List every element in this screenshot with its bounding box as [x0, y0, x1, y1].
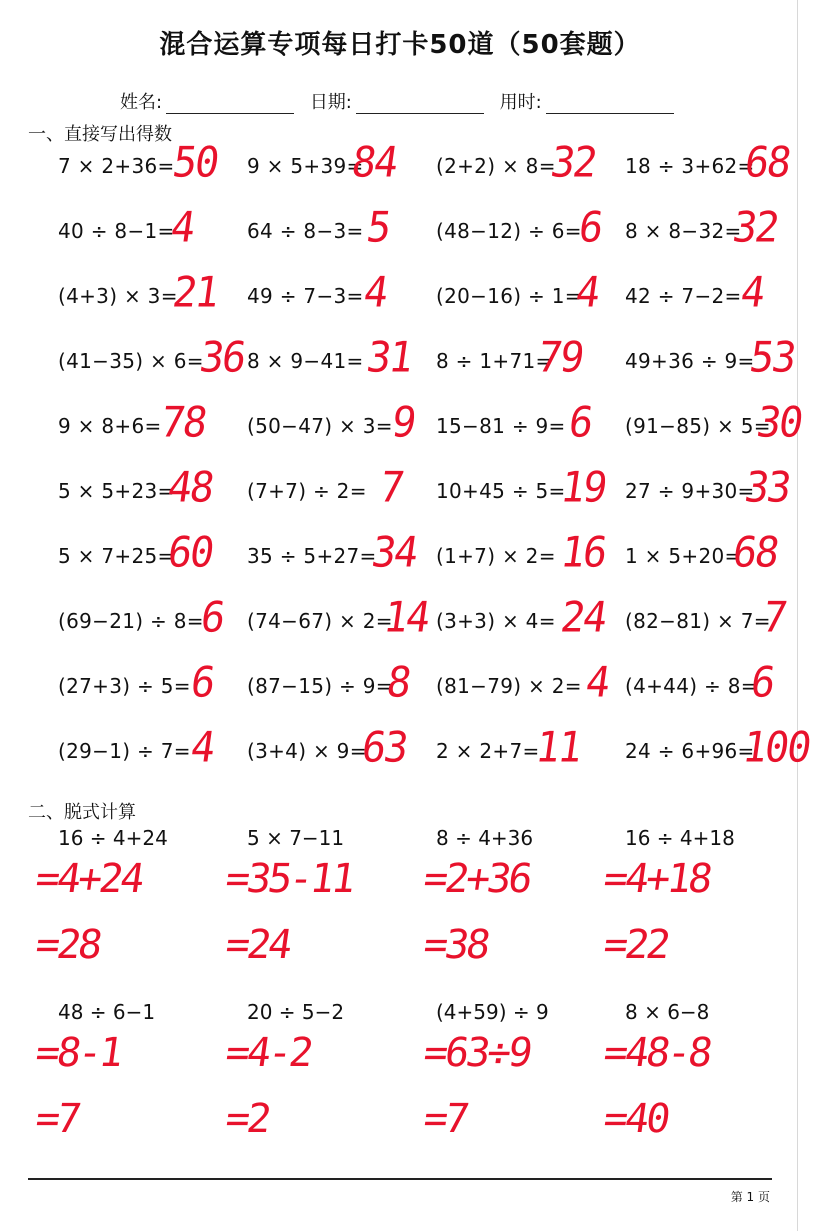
handwritten-answer: 33 [741, 463, 793, 513]
calc-step-1: =4+24 [32, 856, 145, 902]
handwritten-answer: 4 [187, 723, 217, 773]
calc-step-2: =40 [600, 1096, 671, 1142]
problem-cell [247, 335, 437, 385]
problem-question: (20−16) ÷ 1= [436, 284, 582, 308]
student-info [120, 88, 684, 114]
date-blank[interactable] [356, 95, 484, 114]
date-label: 日期: [309, 92, 352, 113]
problem-cell [58, 205, 248, 255]
problem-cell [436, 465, 626, 515]
problem-cell [625, 205, 815, 255]
calc-step-2: =2 [222, 1096, 272, 1142]
problem-question: 24 ÷ 6+96= [625, 739, 755, 763]
problem-question: (81−79) × 2= [436, 674, 582, 698]
problem-cell [247, 270, 437, 320]
handwritten-answer: 4 [572, 268, 602, 318]
handwritten-answer: 6 [575, 203, 605, 253]
calc-expression: (4+59) ÷ 9 [436, 1000, 549, 1024]
handwritten-answer: 34 [368, 528, 420, 578]
name-blank[interactable] [166, 95, 294, 114]
problem-question: 1 × 5+20= [625, 544, 742, 568]
problem-question: 7 × 2+36= [58, 154, 175, 178]
problem-question: (50−47) × 3= [247, 414, 393, 438]
handwritten-answer: 4 [360, 268, 390, 318]
section1-title: 一、直接写出得数 [28, 124, 172, 145]
handwritten-answer: 32 [729, 203, 781, 253]
handwritten-answer: 7 [759, 593, 789, 643]
problem-question: 27 ÷ 9+30= [625, 479, 755, 503]
handwritten-answer: 50 [169, 138, 221, 188]
handwritten-answer: 53 [746, 333, 798, 383]
problem-question: 18 ÷ 3+62= [625, 154, 755, 178]
handwritten-answer: 6 [197, 593, 227, 643]
problem-cell [247, 400, 437, 450]
calc-step-1: =35-11 [222, 856, 356, 902]
calc-step-2: =24 [222, 922, 293, 968]
problem-question: (3+3) × 4= [436, 609, 556, 633]
problem-cell [247, 140, 437, 190]
problem-cell [436, 530, 626, 580]
problem-cell [58, 725, 248, 775]
handwritten-answer: 11 [532, 723, 584, 773]
problem-question: (27+3) ÷ 5= [58, 674, 191, 698]
calc-step-2: =7 [32, 1096, 82, 1142]
calc-expression: 8 × 6−8 [625, 1000, 710, 1024]
page-number: 第 1 页 [730, 1190, 770, 1204]
handwritten-answer: 68 [741, 138, 793, 188]
problem-cell [247, 595, 437, 645]
problem-cell [436, 140, 626, 190]
handwritten-answer: 78 [157, 398, 209, 448]
calc-expression: 16 ÷ 4+18 [625, 826, 735, 850]
handwritten-answer: 84 [348, 138, 400, 188]
problem-cell [436, 270, 626, 320]
problem-question: (29−1) ÷ 7= [58, 739, 191, 763]
calc-step-2: =28 [32, 922, 103, 968]
handwritten-answer: 19 [557, 463, 609, 513]
calc-step-2: =7 [420, 1096, 470, 1142]
problem-cell [247, 465, 437, 515]
problem-question: 35 ÷ 5+27= [247, 544, 377, 568]
problem-cell [58, 660, 248, 710]
problem-question: (82−81) × 7= [625, 609, 771, 633]
calc-expression: 5 × 7−11 [247, 826, 345, 850]
problem-question: (41−35) × 6= [58, 349, 204, 373]
problem-question: (1+7) × 2= [436, 544, 556, 568]
problem-question: (87−15) ÷ 9= [247, 674, 393, 698]
footer-divider [28, 1178, 772, 1180]
handwritten-answer: 79 [534, 333, 586, 383]
problem-cell [625, 465, 815, 515]
problem-question: (2+2) × 8= [436, 154, 556, 178]
problem-question: 64 ÷ 8−3= [247, 219, 364, 243]
problem-question: 5 × 7+25= [58, 544, 175, 568]
problem-cell [247, 205, 437, 255]
problem-cell [436, 400, 626, 450]
calc-step-1: =4-2 [222, 1030, 314, 1076]
problem-question: 5 × 5+23= [58, 479, 175, 503]
handwritten-answer: 30 [753, 398, 805, 448]
name-label: 姓名: [120, 92, 163, 113]
time-blank[interactable] [546, 95, 674, 114]
problem-question: 10+45 ÷ 5= [436, 479, 566, 503]
problem-cell [58, 400, 248, 450]
handwritten-answer: 6 [747, 658, 777, 708]
calc-step-2: =38 [420, 922, 491, 968]
problem-question: 40 ÷ 8−1= [58, 219, 175, 243]
handwritten-answer: 60 [164, 528, 216, 578]
problem-question: 2 × 2+7= [436, 739, 540, 763]
calc-step-1: =63÷9 [420, 1030, 533, 1076]
problem-cell [247, 530, 437, 580]
problem-cell [625, 335, 815, 385]
handwritten-answer: 14 [380, 593, 432, 643]
calc-step-1: =8-1 [32, 1030, 124, 1076]
problem-cell [625, 140, 815, 190]
calc-expression: 8 ÷ 4+36 [436, 826, 534, 850]
handwritten-answer: 24 [557, 593, 609, 643]
problem-cell [58, 595, 248, 645]
problem-question: (4+44) ÷ 8= [625, 674, 758, 698]
problem-cell [625, 660, 815, 710]
problem-question: (48−12) ÷ 6= [436, 219, 582, 243]
problem-question: 9 × 5+39= [247, 154, 364, 178]
handwritten-answer: 48 [164, 463, 216, 513]
handwritten-answer: 6 [187, 658, 217, 708]
worksheet-title: 混合运算专项每日打卡50道（50套题） [159, 30, 641, 60]
section2-title: 二、脱式计算 [28, 802, 136, 823]
problem-question: (4+3) × 3= [58, 284, 178, 308]
problem-question: 9 × 8+6= [58, 414, 162, 438]
handwritten-answer: 100 [739, 723, 813, 773]
handwritten-answer: 9 [388, 398, 418, 448]
problem-cell [625, 530, 815, 580]
handwritten-answer: 21 [169, 268, 221, 318]
problem-question: (3+4) × 9= [247, 739, 367, 763]
handwritten-answer: 4 [582, 658, 612, 708]
calc-step-1: =4+18 [600, 856, 713, 902]
handwritten-answer: 68 [729, 528, 781, 578]
problem-question: (7+7) ÷ 2= [247, 479, 367, 503]
problem-cell [58, 140, 248, 190]
problem-cell [58, 530, 248, 580]
problem-question: 8 ÷ 1+71= [436, 349, 553, 373]
problem-cell [58, 270, 248, 320]
problem-cell [625, 270, 815, 320]
handwritten-answer: 8 [383, 658, 413, 708]
problem-question: (69−21) ÷ 8= [58, 609, 204, 633]
handwritten-answer: 31 [363, 333, 415, 383]
problem-cell [436, 205, 626, 255]
problem-cell [625, 400, 815, 450]
calc-step-1: =2+36 [420, 856, 533, 902]
handwritten-answer: 5 [363, 203, 393, 253]
handwritten-answer: 32 [547, 138, 599, 188]
calc-step-1: =48-8 [600, 1030, 713, 1076]
problem-cell [247, 660, 437, 710]
problem-cell [436, 660, 626, 710]
problem-question: 49 ÷ 7−3= [247, 284, 364, 308]
problem-question: (91−85) × 5= [625, 414, 771, 438]
problem-cell [625, 725, 815, 775]
calc-expression: 20 ÷ 5−2 [247, 1000, 345, 1024]
calc-expression: 16 ÷ 4+24 [58, 826, 168, 850]
problem-cell [436, 725, 626, 775]
handwritten-answer: 63 [358, 723, 410, 773]
problem-cell [247, 725, 437, 775]
handwritten-answer: 36 [196, 333, 248, 383]
problem-cell [58, 465, 248, 515]
problem-question: 15−81 ÷ 9= [436, 414, 566, 438]
problem-cell [436, 595, 626, 645]
problem-question: 8 × 9−41= [247, 349, 364, 373]
problem-cell [625, 595, 815, 645]
handwritten-answer: 16 [557, 528, 609, 578]
time-label: 用时: [499, 92, 542, 113]
handwritten-answer: 4 [737, 268, 767, 318]
handwritten-answer: 4 [167, 203, 197, 253]
problem-question: 49+36 ÷ 9= [625, 349, 755, 373]
problem-question: 42 ÷ 7−2= [625, 284, 742, 308]
problem-question: 8 × 8−32= [625, 219, 742, 243]
calc-expression: 48 ÷ 6−1 [58, 1000, 156, 1024]
problem-cell [58, 335, 248, 385]
handwritten-answer: 7 [376, 463, 406, 513]
handwritten-answer: 6 [565, 398, 595, 448]
calc-step-2: =22 [600, 922, 671, 968]
problem-question: (74−67) × 2= [247, 609, 393, 633]
problem-cell [436, 335, 626, 385]
